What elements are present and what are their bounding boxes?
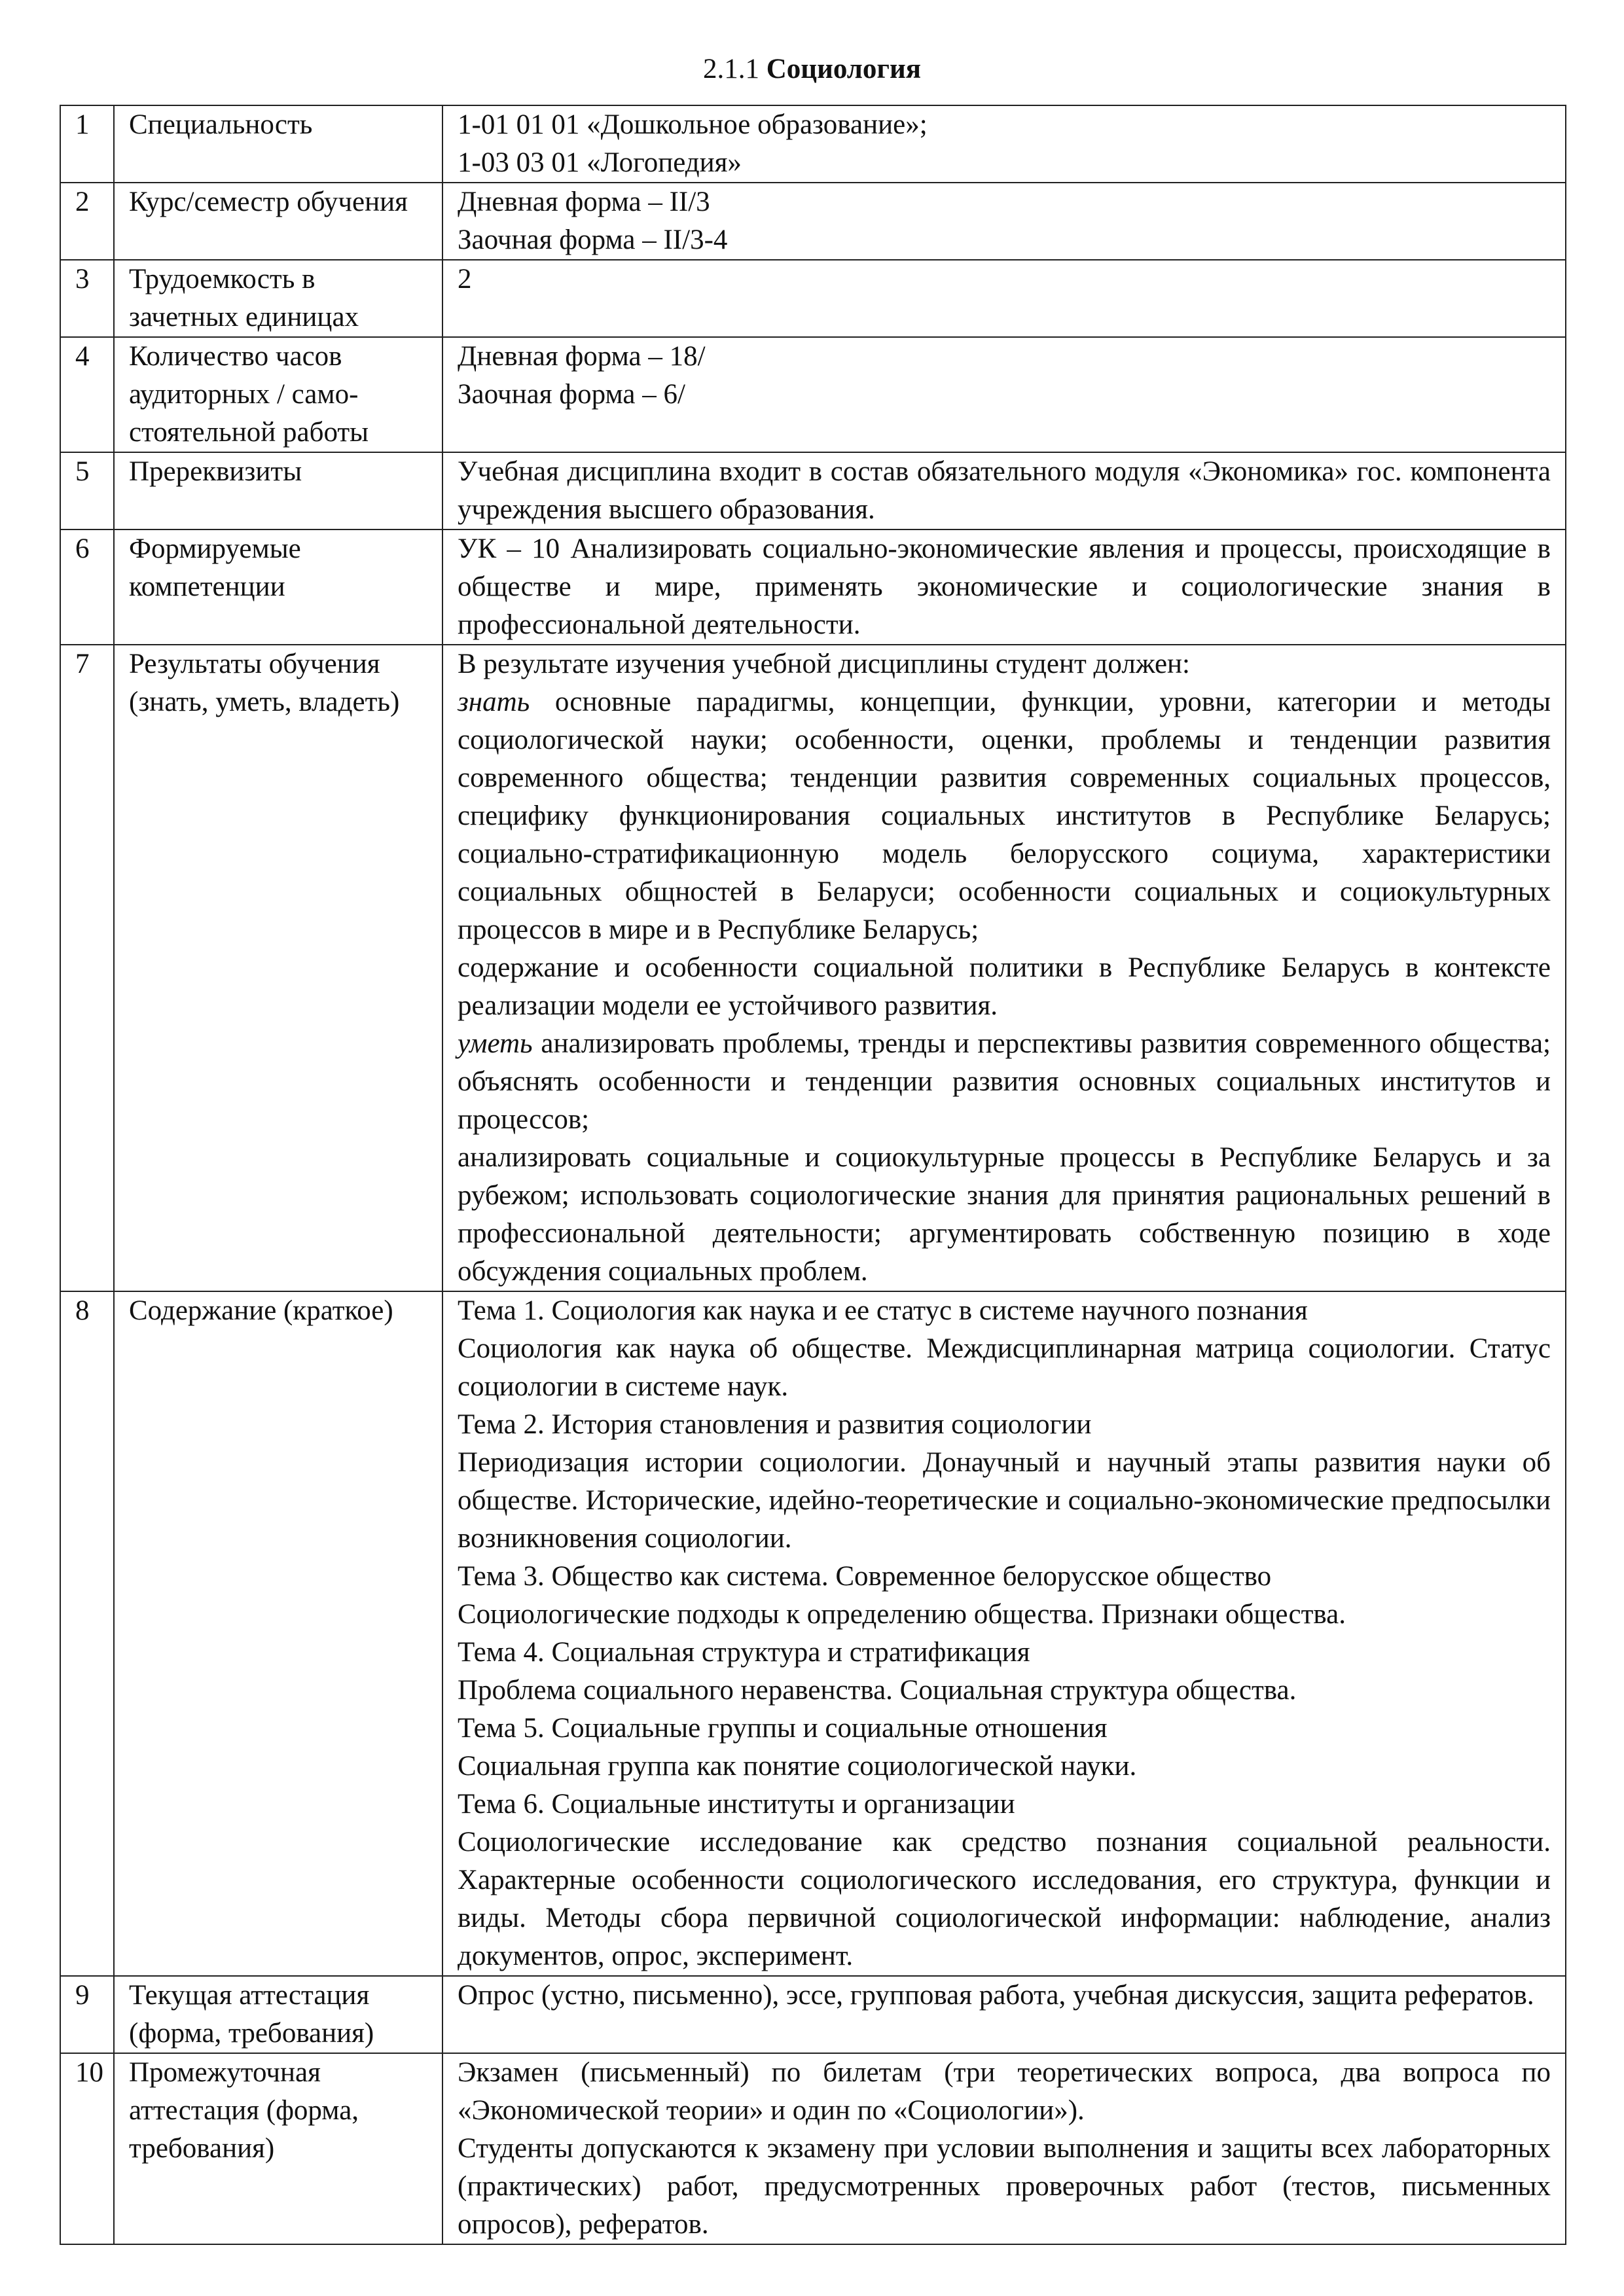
content-line: 2 — [458, 264, 472, 295]
topic-description: Социальная группа как понятие социологической науки. — [458, 1751, 1137, 1782]
topic-description: Социологические подходы к определению общества. Признаки общества. — [458, 1599, 1346, 1630]
content-line: 1-01 01 01 «Дошкольное образование»; — [458, 109, 928, 140]
content-paragraph: Опрос (устно, письменно), эссе, групповая работа, учебная дискуссия, защита рефератов. — [458, 1980, 1534, 2011]
content-line: Заочная форма – 6/ — [458, 379, 685, 410]
content-line: 1-03 03 01 «Логопедия» — [458, 147, 742, 178]
can-text: анализировать проблемы, тренды и перспективы развития современного общества; объяснять особенности и тенденции развития основных социальных институтов и процессов; — [458, 1028, 1551, 1135]
table-row — [60, 2053, 1566, 2244]
syllabus-table — [60, 105, 1566, 2245]
row-label: Курс/семестр обучения — [114, 183, 442, 260]
row-label: Количество часов аудиторных / само-стоятельной работы — [114, 337, 442, 452]
know-paragraph — [458, 683, 1551, 949]
table-row — [60, 183, 1566, 260]
topic-title: Тема 3. Общество как система. Современное белорусское общество — [458, 1561, 1272, 1592]
row-content — [442, 1976, 1566, 2053]
know-keyword: знать — [458, 687, 530, 717]
row-number: 7 — [60, 645, 114, 1291]
content-line: Заочная форма – II/3-4 — [458, 224, 728, 255]
can-keyword: уметь — [458, 1028, 533, 1059]
topic-title: Тема 4. Социальная структура и стратификация — [458, 1637, 1030, 1668]
topic-title: Тема 5. Социальные группы и социальные отношения — [458, 1713, 1108, 1744]
row-number: 2 — [60, 183, 114, 260]
topic-title: Тема 1. Социология как наука и ее статус в системе научного познания — [458, 1295, 1308, 1326]
row-content — [442, 337, 1566, 452]
content-paragraph: Студенты допускаются к экзамену при условии выполнения и защиты всех лабораторных (практических) работ, предусмотренных проверочных работ (тестов, письменных опросов), рефератов. — [458, 2133, 1551, 2240]
row-content — [442, 645, 1566, 1291]
know-paragraph-2: содержание и особенности социальной политики в Республике Беларусь в контексте реализации модели ее устойчивого развития. — [458, 952, 1551, 1021]
table-row — [60, 529, 1566, 645]
row-number: 3 — [60, 260, 114, 337]
topic-description: Проблема социального неравенства. Социальная структура общества. — [458, 1675, 1297, 1706]
title-text: Социология — [766, 54, 921, 84]
row-content — [442, 105, 1566, 183]
table-row — [60, 260, 1566, 337]
row-label: Промежуточная аттестация (форма, требования) — [114, 2053, 442, 2244]
page-title — [0, 51, 1624, 88]
title-number: 2.1.1 — [703, 54, 759, 84]
topic-description: Социологические исследование как средство познания социальной реальности. Характерные особенности социологического исследования, его структура, функции и виды. Методы сбора первичной социологической информации: наблюдение, анализ документов, опрос, эксперимент. — [458, 1827, 1551, 1971]
row-content — [442, 529, 1566, 645]
can-paragraph — [458, 1025, 1551, 1139]
content-line: Дневная форма – 18/ — [458, 341, 706, 372]
row-number: 5 — [60, 452, 114, 529]
row-label: Трудоемкость в зачетных единицах — [114, 260, 442, 337]
table-row — [60, 1976, 1566, 2053]
table-row — [60, 1291, 1566, 1976]
row-content — [442, 260, 1566, 337]
row-label: Текущая аттестация (форма, требования) — [114, 1976, 442, 2053]
row-label: Пререквизиты — [114, 452, 442, 529]
row-number: 4 — [60, 337, 114, 452]
row-number: 10 — [60, 2053, 114, 2244]
learning-outcomes-intro: В результате изучения учебной дисциплины студент должен: — [458, 649, 1191, 679]
table-row — [60, 105, 1566, 183]
content-paragraph: Учебная дисциплина входит в состав обязательного модуля «Экономика» гос. компонента учреждения высшего образования. — [458, 456, 1551, 525]
content-paragraph: Экзамен (письменный) по билетам (три теоретических вопроса, два вопроса по «Экономической теории» и один по «Социологии»). — [458, 2057, 1551, 2126]
row-number: 9 — [60, 1976, 114, 2053]
content-paragraph: УК – 10 Анализировать социально-экономические явления и процессы, происходящие в обществе и мире, применять экономические и социологические знания в профессиональной деятельности. — [458, 533, 1551, 640]
row-number: 1 — [60, 105, 114, 183]
topic-title: Тема 6. Социальные институты и организации — [458, 1789, 1015, 1820]
table-row — [60, 337, 1566, 452]
content-line: Дневная форма – II/3 — [458, 187, 710, 217]
row-content — [442, 452, 1566, 529]
row-content — [442, 183, 1566, 260]
topic-description: Периодизация истории социологии. Донаучный и научный этапы развития науки об обществе. Исторические, идейно-теоретические и социально-экономические предпосылки возникновения социологии. — [458, 1447, 1551, 1554]
row-number: 8 — [60, 1291, 114, 1976]
row-label: Специальность — [114, 105, 442, 183]
row-content — [442, 1291, 1566, 1976]
can-paragraph-2: анализировать социальные и социокультурные процессы в Республике Беларусь и за рубежом; использовать социологические знания для принятия рациональных решений в профессиональной деятельности; аргументировать собственную позицию в ходе обсуждения социальных проблем. — [458, 1142, 1551, 1287]
row-content — [442, 2053, 1566, 2244]
know-text: основные парадигмы, концепции, функции, уровни, категории и методы социологической науки; особенности, оценки, проблемы и тенденции развития современного общества; тенденции развития современных социальных процессов, специфику функционирования социальных институтов в Республике Беларусь; социально-стратификационную модель белорусского социума, характеристики социальных общностей в Беларуси; особенности социальных и социокультурных процессов в мире и в Республике Беларусь; — [458, 687, 1551, 945]
row-label: Содержание (краткое) — [114, 1291, 442, 1976]
topic-description: Социология как наука об обществе. Междисциплинарная матрица социологии. Статус социологии в системе наук. — [458, 1333, 1551, 1402]
table-row — [60, 452, 1566, 529]
topic-title: Тема 2. История становления и развития социологии — [458, 1409, 1092, 1440]
table-row — [60, 645, 1566, 1291]
row-label: Формируемые компетенции — [114, 529, 442, 645]
row-number: 6 — [60, 529, 114, 645]
row-label: Результаты обучения (знать, уметь, владеть) — [114, 645, 442, 1291]
